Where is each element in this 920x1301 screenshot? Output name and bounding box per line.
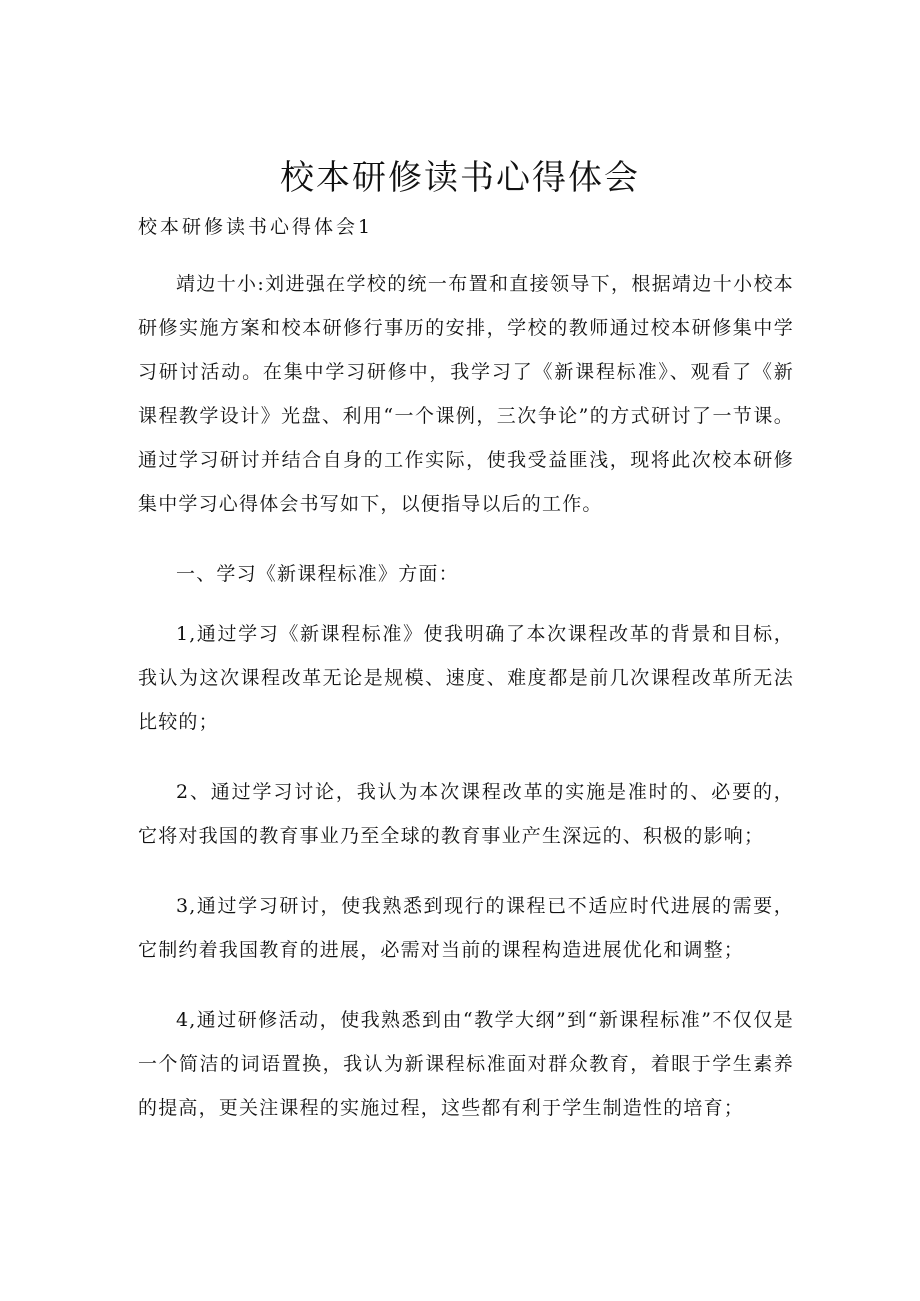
paragraph-point-3: 3,通过学习研讨，使我熟悉到现行的课程已不适应时代进展的需要，它制约着我国教育的进展，必需对当前的课程构造进展优化和调整； — [138, 895, 794, 961]
paragraph-point-1: 1,通过学习《新课程标准》使我明确了本次课程改革的背景和目标，我认为这次课程改革无论是规模、速度、难度都是前几次课程改革所无法比较的； — [138, 623, 794, 733]
section-heading: 一、学习《新课程标准》方面： — [176, 563, 459, 585]
paragraph-point-2: 2、通过学习讨论，我认为本次课程改革的实施是准时的、必要的，它将对我国的教育事业乃至全球的教育事业产生深远的、积极的影响； — [138, 781, 794, 847]
paragraph-intro: 靖边十小:刘进强在学校的统一布置和直接领导下，根据靖边十小校本研修实施方案和校本研修行事历的安排，学校的教师通过校本研修集中学习研讨活动。在集中学习研修中，我学习了《新课程标准》、观看了《新课程教学设计》光盘、利用“一个课例，三次争论”的方式研讨了一节课。通过学习研讨并结合自身的工作实际，使我受益匪浅，现将此次校本研修集中学习心得体会书写如下，以便指导以后的工作。 — [138, 273, 794, 515]
document-title: 校本研修读书心得体会 — [280, 158, 640, 198]
document-body — [138, 262, 794, 1156]
paragraph-point-4: 4,通过研修活动，使我熟悉到由“教学大纲”到“新课程标准”不仅仅是一个简洁的词语置换，我认为新课程标准面对群众教育，着眼于学生素养的提高，更关注课程的实施过程，这些都有利于学生制造性的培育； — [138, 1009, 794, 1119]
document-subtitle: 校本研修读书心得体会1 — [138, 216, 374, 238]
